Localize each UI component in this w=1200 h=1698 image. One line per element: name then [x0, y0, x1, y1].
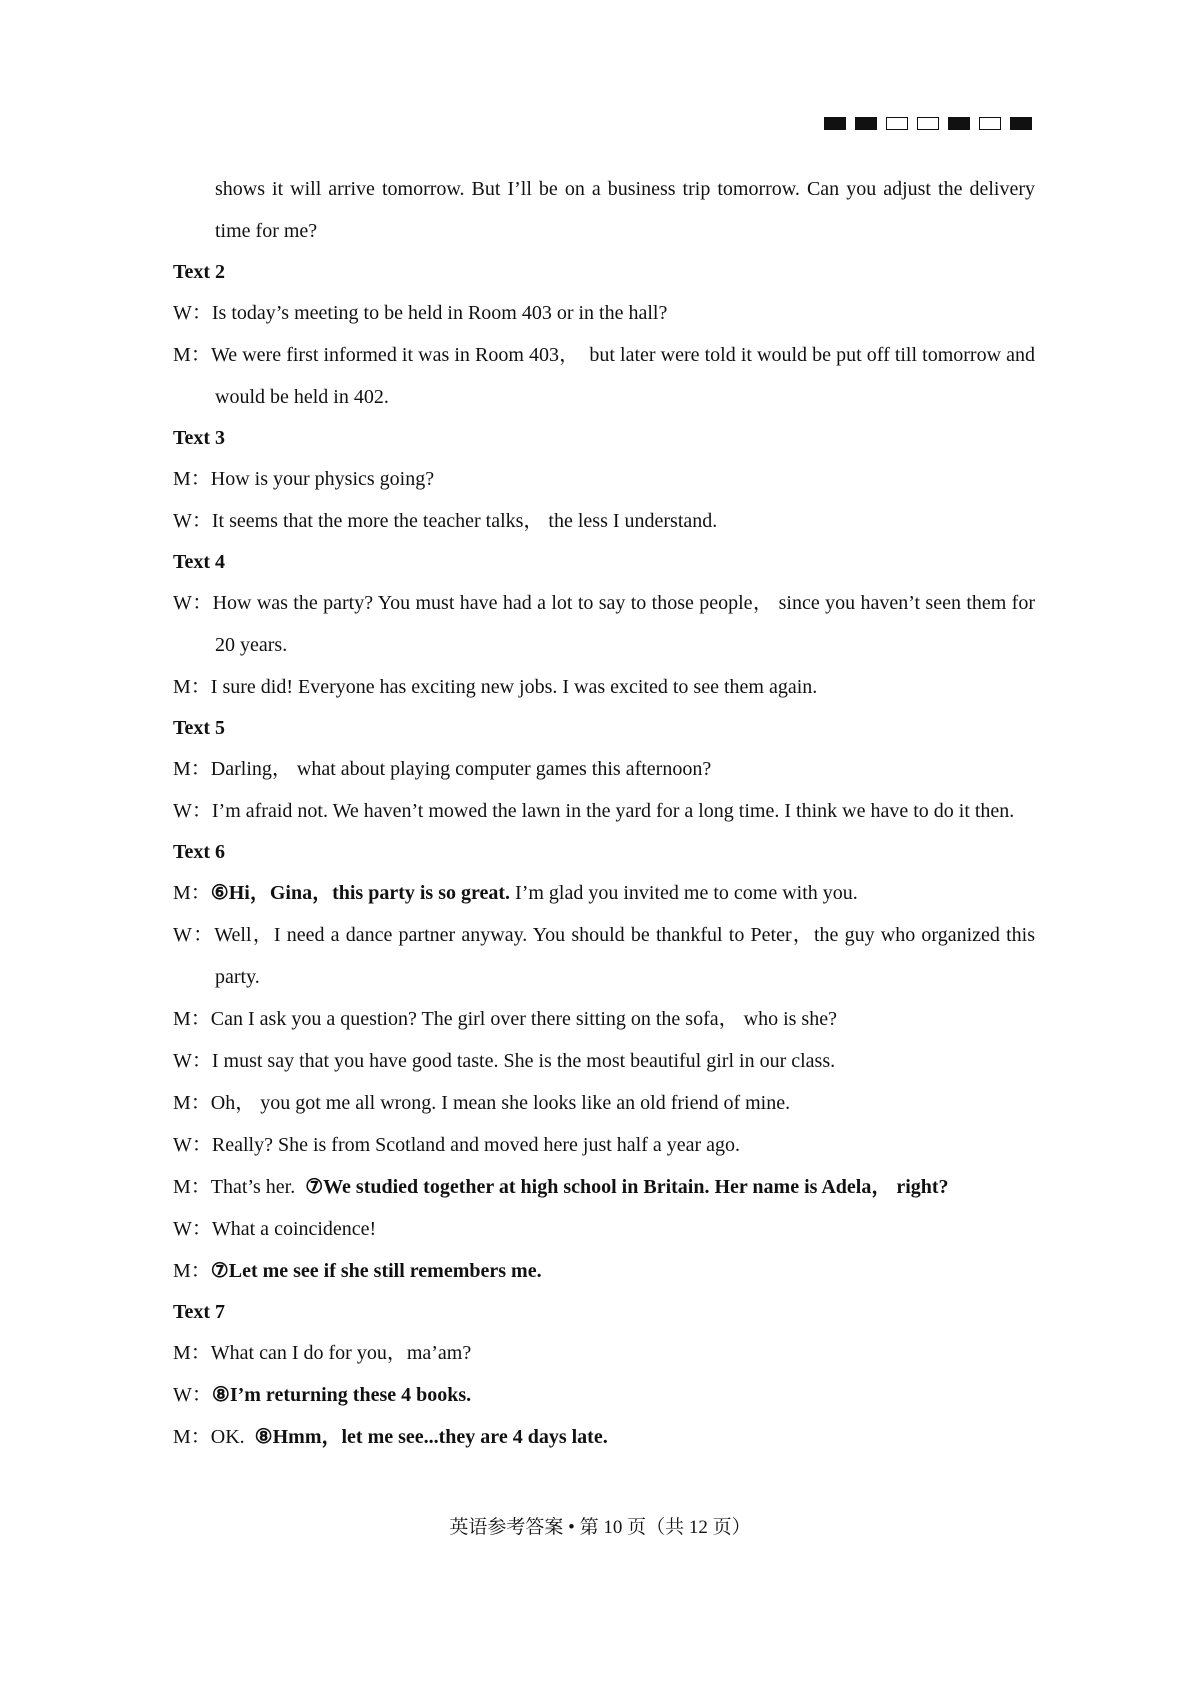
- dialogue-text: M：OK.: [173, 1426, 255, 1448]
- transcript-body: [173, 168, 1040, 1458]
- dialogue-line: [173, 1082, 1035, 1124]
- header-mark-filled: [1010, 117, 1032, 130]
- dialogue-text: M：I sure did! Everyone has exciting new jobs. I was excited to see them again.: [173, 676, 818, 698]
- header-mark-empty: [886, 117, 908, 130]
- page-footer: 英语参考答案 • 第 10 页（共 12 页）: [449, 1517, 751, 1538]
- section-heading: [173, 252, 1035, 292]
- dialogue-text: I’m glad you invited me to come with you.: [510, 882, 858, 904]
- dialogue-text: W：Well，I need a dance partner anyway. You should be thankful to Peter，the guy who organized this party.: [173, 924, 1040, 988]
- dialogue-text: M：What can I do for you，ma’am?: [173, 1342, 472, 1364]
- dialogue-line: [173, 1332, 1035, 1374]
- dialogue-line: [173, 790, 1035, 832]
- dialogue-line: [173, 1208, 1035, 1250]
- dialogue-text: M：How is your physics going?: [173, 468, 435, 490]
- dialogue-line: [173, 748, 1035, 790]
- dialogue-text: M：: [173, 882, 211, 904]
- header-marks: [824, 117, 1032, 130]
- section-heading: [173, 1292, 1035, 1332]
- header-mark-empty: [979, 117, 1001, 130]
- answer-highlight: ⑦We studied together at high school in Britain. Her name is Adela， right?: [305, 1176, 949, 1198]
- answer-highlight: ⑧Hmm，let me see...they are 4 days late.: [254, 1426, 608, 1448]
- dialogue-line: [173, 1374, 1035, 1416]
- dialogue-line: [173, 292, 1035, 334]
- dialogue-text: W：It seems that the more the teacher talks， the less I understand.: [173, 510, 718, 532]
- answer-highlight: ⑦Let me see if she still remembers me.: [210, 1260, 542, 1282]
- dialogue-line: [173, 1124, 1035, 1166]
- dialogue-text: W：Really? She is from Scotland and moved here just half a year ago.: [173, 1134, 741, 1156]
- dialogue-line: [173, 914, 1040, 998]
- section-heading: [173, 708, 1035, 748]
- dialogue-text: M：We were first informed it was in Room 403， but later were told it would be put off till tomorrow and would be held in 402.: [173, 344, 1040, 408]
- answer-highlight: ⑧I’m returning these 4 books.: [211, 1384, 472, 1406]
- dialogue-text: W：What a coincidence!: [173, 1218, 377, 1240]
- dialogue-text: M：Darling， what about playing computer games this afternoon?: [173, 758, 712, 780]
- dialogue-text: Text 5: [173, 717, 226, 739]
- answer-highlight: ⑥Hi，Gina，this party is so great.: [210, 882, 511, 904]
- dialogue-text: M：That’s her.: [173, 1176, 306, 1198]
- dialogue-text: M：: [173, 1260, 211, 1282]
- dialogue-text: shows it will arrive tomorrow. But I’ll be on a business trip tomorrow. Can you adjust the delivery time for me?: [215, 178, 1040, 242]
- dialogue-line: [173, 1166, 1035, 1208]
- dialogue-line: [173, 334, 1040, 418]
- dialogue-text: M：Oh， you got me all wrong. I mean she looks like an old friend of mine.: [173, 1092, 791, 1114]
- dialogue-text: Text 6: [173, 841, 226, 863]
- dialogue-text: W：How was the party? You must have had a lot to say to those people， since you haven’t seen them for 20 years.: [173, 592, 1040, 656]
- dialogue-text: W：Is today’s meeting to be held in Room 403 or in the hall?: [173, 302, 668, 324]
- header-mark-filled: [855, 117, 877, 130]
- dialogue-text: W：I must say that you have good taste. She is the most beautiful girl in our class.: [173, 1050, 836, 1072]
- dialogue-line: [173, 1416, 1035, 1458]
- dialogue-continuation: [173, 168, 1040, 252]
- section-heading: [173, 832, 1035, 872]
- dialogue-text: Text 7: [173, 1301, 226, 1323]
- section-heading: [173, 418, 1035, 458]
- dialogue-line: [173, 1250, 1035, 1292]
- dialogue-text: W：I’m afraid not. We haven’t mowed the lawn in the yard for a long time. I think we have to do it then.: [173, 800, 1015, 822]
- header-mark-empty: [917, 117, 939, 130]
- dialogue-text: M：Can I ask you a question? The girl over there sitting on the sofa， who is she?: [173, 1008, 837, 1030]
- header-mark-filled: [948, 117, 970, 130]
- dialogue-text: Text 4: [173, 551, 226, 573]
- dialogue-text: W：: [173, 1384, 212, 1406]
- dialogue-line: [173, 998, 1035, 1040]
- dialogue-line: [173, 872, 1035, 914]
- dialogue-line: [173, 582, 1040, 666]
- dialogue-line: [173, 666, 1035, 708]
- dialogue-line: [173, 458, 1035, 500]
- dialogue-text: Text 2: [173, 261, 226, 283]
- dialogue-line: [173, 1040, 1035, 1082]
- dialogue-text: Text 3: [173, 427, 226, 449]
- section-heading: [173, 542, 1035, 582]
- header-mark-filled: [824, 117, 846, 130]
- dialogue-line: [173, 500, 1035, 542]
